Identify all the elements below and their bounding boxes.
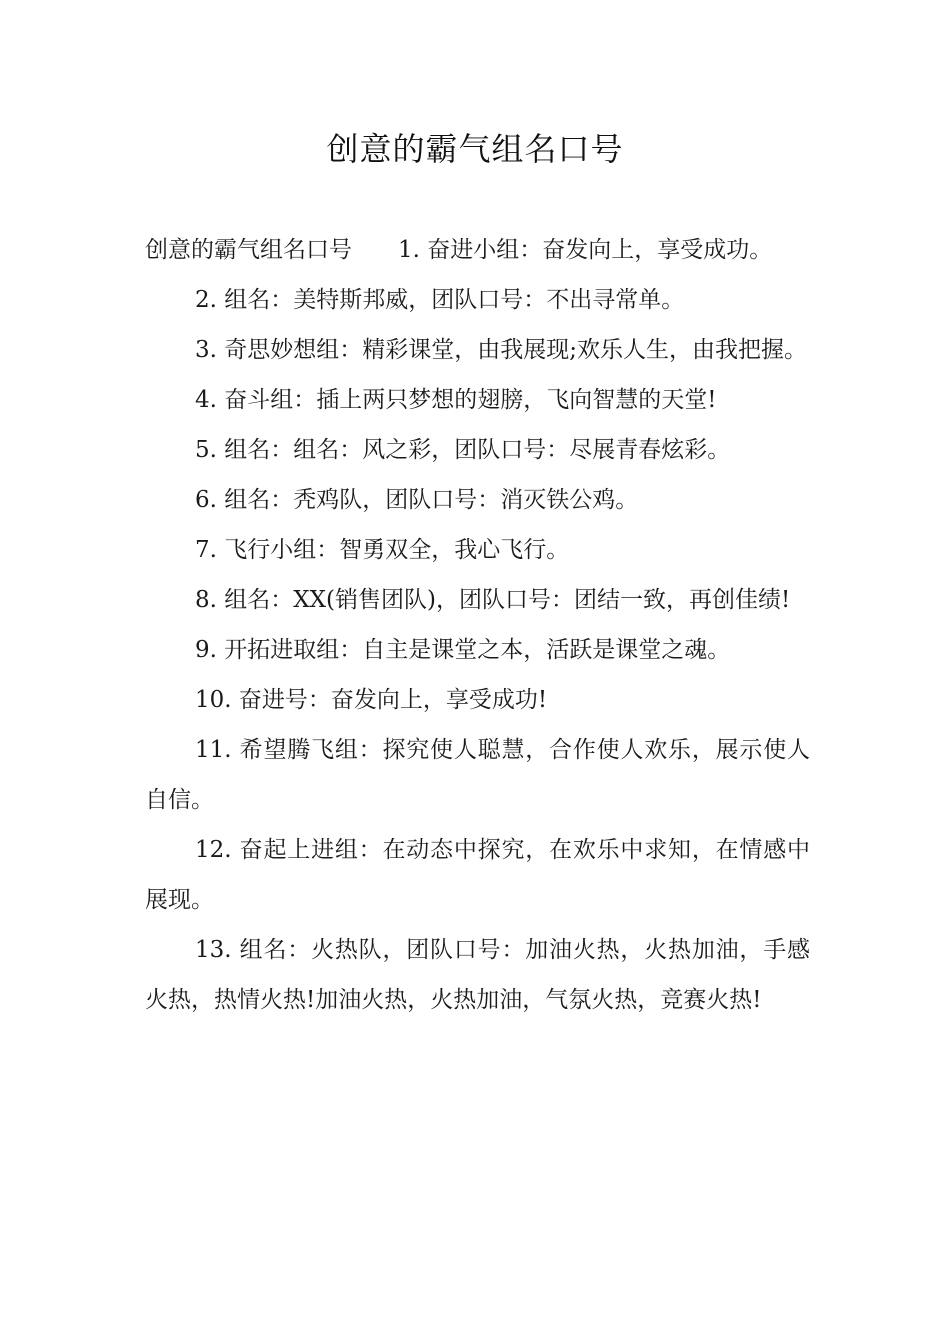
document-title: 创意的霸气组名口号 <box>326 130 624 168</box>
paragraph-2: 2. 组名：美特斯邦威，团队口号：不出寻常单。 <box>195 287 685 313</box>
paragraph-7: 7. 飞行小组：智勇双全，我心飞行。 <box>195 537 570 563</box>
paragraph-10: 10. 奋进号：奋发向上，享受成功! <box>195 687 548 713</box>
document-body <box>145 225 810 1025</box>
paragraph-12: 12. 奋起上进组：在动态中探究，在欢乐中求知，在情感中展现。 <box>145 837 810 913</box>
paragraph-11: 11. 希望腾飞组：探究使人聪慧，合作使人欢乐，展示使人自信。 <box>145 737 810 813</box>
paragraph-9: 9. 开拓进取组：自主是课堂之本，活跃是课堂之魂。 <box>195 637 731 663</box>
paragraph-1: 创意的霸气组名口号 1. 奋进小组：奋发向上，享受成功。 <box>145 237 773 263</box>
paragraph-4: 4. 奋斗组：插上两只梦想的翅膀，飞向智慧的天堂! <box>195 387 717 413</box>
paragraph-13: 13. 组名：火热队，团队口号：加油火热，火热加油，手感火热，热情火热!加油火热，火热加油，气氛火热，竞赛火热! <box>145 937 810 1013</box>
paragraph-5: 5. 组名：组名：风之彩，团队口号：尽展青春炫彩。 <box>195 437 731 463</box>
paragraph-3: 3. 奇思妙想组：精彩课堂，由我展现;欢乐人生，由我把握。 <box>195 337 808 363</box>
paragraph-6: 6. 组名：秃鸡队，团队口号：消灭铁公鸡。 <box>195 487 639 513</box>
paragraph-8: 8. 组名：XX(销售团队)，团队口号：团结一致，再创佳绩! <box>195 587 791 613</box>
